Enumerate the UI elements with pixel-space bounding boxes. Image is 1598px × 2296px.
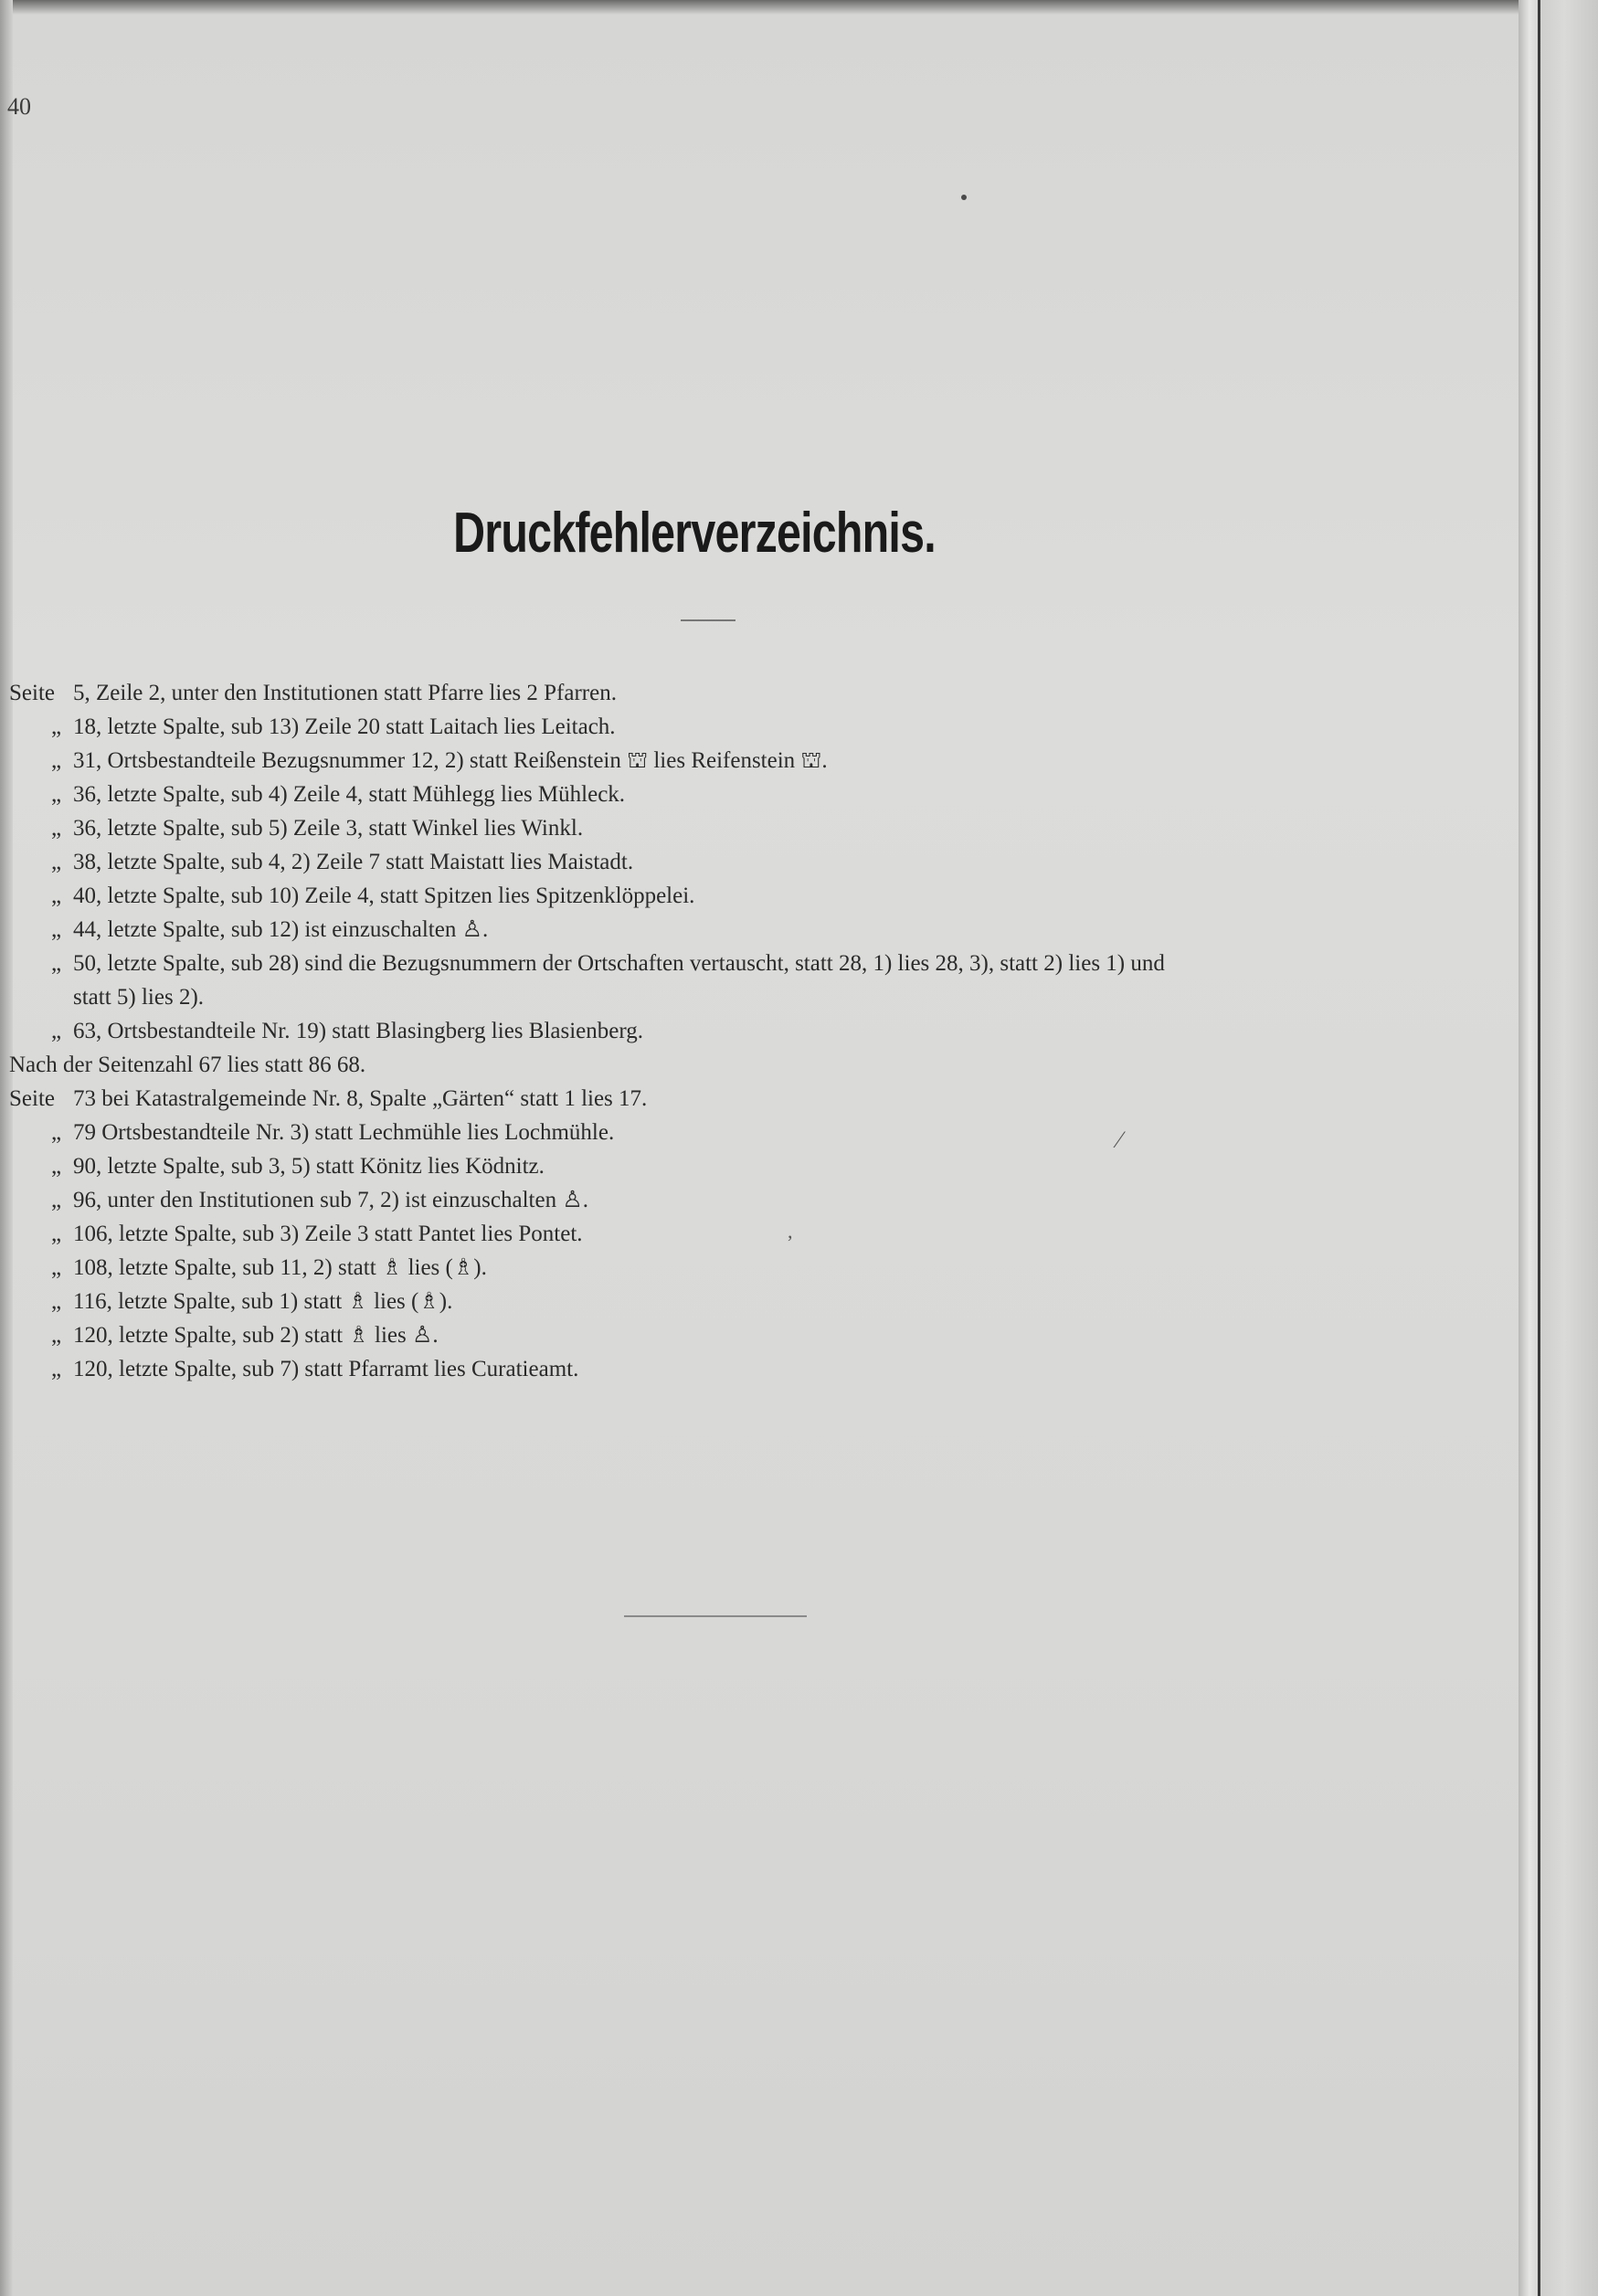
entry-text: 79 Ortsbestandteile Nr. 3) statt Lechmühle lies Lochmühle.: [73, 1120, 615, 1145]
errata-entry: [0, 1048, 1425, 1082]
ditto-mark: „: [51, 883, 62, 908]
ditto-mark: „: [51, 748, 62, 773]
ditto-mark: „: [51, 1222, 62, 1246]
ditto-mark: „: [51, 951, 62, 976]
entry-text: Nach der Seitenzahl 67 lies statt 86 68.: [9, 1053, 366, 1077]
ditto-mark: „: [51, 816, 62, 841]
errata-entry: [0, 947, 1425, 1014]
entry-text: 50, letzte Spalte, sub 28) sind die Bezugsnummern der Ortschaften vertauscht, statt 28, 1) lies 28, 3), statt 2) lies 1) und: [73, 951, 1165, 976]
page-border-line: [1538, 0, 1540, 2296]
entry-text: 40, letzte Spalte, sub 10) Zeile 4, statt Spitzen lies Spitzenklöppelei.: [73, 883, 695, 908]
ditto-mark: „: [51, 1289, 62, 1314]
ditto-mark: „: [51, 1255, 62, 1280]
errata-entry: [0, 1183, 1425, 1217]
scan-top-shadow: [0, 0, 1535, 15]
errata-entry: [0, 1251, 1425, 1285]
errata-entry: [0, 879, 1425, 913]
ditto-mark: „: [51, 1019, 62, 1043]
entry-text: 44, letzte Spalte, sub 12) ist einzuschalten ♙.: [73, 917, 489, 942]
errata-entry: [0, 676, 1425, 710]
entry-text: 63, Ortsbestandteile Nr. 19) statt Blasingberg lies Blasienberg.: [73, 1019, 643, 1043]
errata-entry: [0, 1217, 1425, 1251]
entry-lead: Seite: [9, 1086, 55, 1111]
page-title: Druckfehlerverzeichnis.: [453, 502, 936, 565]
entry-text: 36, letzte Spalte, sub 5) Zeile 3, statt Winkel lies Winkl.: [73, 816, 584, 841]
entry-text: 96, unter den Institutionen sub 7, 2) ist einzuschalten ♙.: [73, 1188, 588, 1212]
entry-text: 116, letzte Spalte, sub 1) statt ♗ lies (♗).: [73, 1289, 453, 1314]
page-number: 40: [7, 93, 31, 120]
ditto-mark: „: [51, 714, 62, 739]
errata-entry: [0, 1116, 1425, 1149]
entry-text: 120, letzte Spalte, sub 7) statt Pfarramt lies Curatieamt.: [73, 1357, 579, 1381]
entry-continuation: statt 5) lies 2).: [73, 985, 205, 1010]
ditto-mark: „: [51, 782, 62, 807]
errata-entry: [0, 1014, 1425, 1048]
ditto-mark: „: [51, 1323, 62, 1348]
errata-entry: [0, 1285, 1425, 1318]
errata-entry: [0, 778, 1425, 811]
errata-entry: [0, 811, 1425, 845]
ink-speck: [961, 195, 967, 200]
book-spine-edge: [1519, 0, 1598, 2296]
entry-text: 5, Zeile 2, unter den Institutionen statt Pfarre lies 2 Pfarren.: [73, 681, 617, 705]
errata-list: [0, 676, 1425, 1386]
errata-entry: [0, 1352, 1425, 1386]
entry-text: 18, letzte Spalte, sub 13) Zeile 20 statt Laitach lies Leitach.: [73, 714, 616, 739]
errata-entry: [0, 845, 1425, 879]
pencil-mark: ⁄: [1117, 1127, 1122, 1153]
ditto-mark: „: [51, 1188, 62, 1212]
entry-text: 90, letzte Spalte, sub 3, 5) statt Könitz lies Ködnitz.: [73, 1154, 545, 1179]
entry-text: 106, letzte Spalte, sub 3) Zeile 3 statt Pantet lies Pontet.: [73, 1222, 583, 1246]
ditto-mark: „: [51, 850, 62, 874]
pencil-mark-small: ,: [788, 1220, 793, 1243]
title-divider: [681, 619, 736, 621]
ditto-mark: „: [51, 1357, 62, 1381]
entry-text: 120, letzte Spalte, sub 2) statt ♗ lies ♙.: [73, 1323, 439, 1348]
errata-entry: [0, 913, 1425, 947]
entry-text: 73 bei Katastralgemeinde Nr. 8, Spalte „Gärten“ statt 1 lies 17.: [73, 1086, 648, 1111]
entry-text: 36, letzte Spalte, sub 4) Zeile 4, statt Mühlegg lies Mühleck.: [73, 782, 626, 807]
end-divider: [624, 1615, 807, 1617]
errata-entry: [0, 1082, 1425, 1116]
entry-text: 108, letzte Spalte, sub 11, 2) statt ♗ lies (♗).: [73, 1255, 487, 1280]
ditto-mark: „: [51, 1154, 62, 1179]
ditto-mark: „: [51, 1120, 62, 1145]
errata-entry: [0, 1318, 1425, 1352]
errata-entry: [0, 710, 1425, 744]
entry-lead: Seite: [9, 681, 55, 705]
entry-text: 31, Ortsbestandteile Bezugsnummer 12, 2) statt Reißenstein ⛫ lies Reifenstein ⛫.: [73, 748, 828, 773]
errata-entry: [0, 744, 1425, 778]
entry-text: 38, letzte Spalte, sub 4, 2) Zeile 7 statt Maistatt lies Maistadt.: [73, 850, 634, 874]
ditto-mark: „: [51, 917, 62, 942]
errata-entry: [0, 1149, 1425, 1183]
